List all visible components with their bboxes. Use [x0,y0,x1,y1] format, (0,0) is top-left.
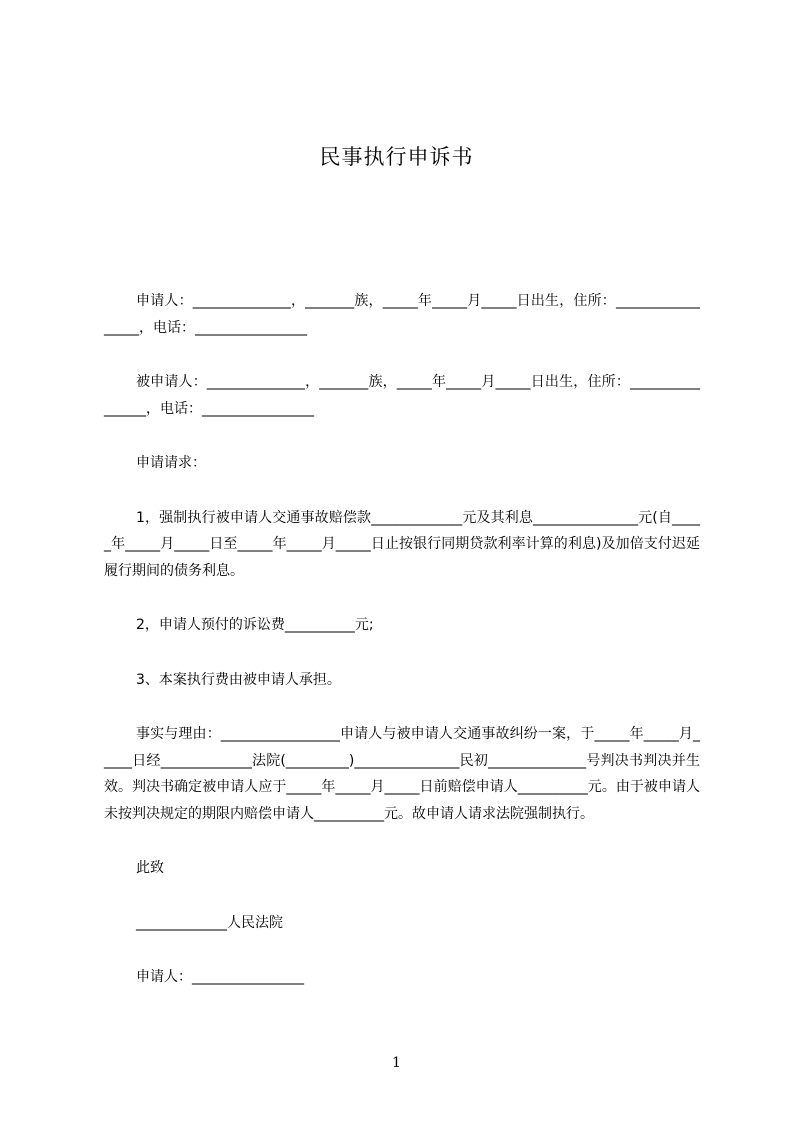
court-line: _____________人民法院 [136,914,283,931]
applicant-info: 申请人：______________，_______族，_____年_____月_____日出生，住所：_________________，电话：________________ [104,293,700,336]
request-item-1: 1，强制执行被申请人交通事故赔偿款_____________元及其利息_______________元(自_____年_____月_____日至_____年_____月_____日止按银行同期贷款利率计算的利息)及加倍支付迟延履行期间的债务利息。 [104,509,700,579]
respondent-info: 被申请人：______________，_______族，_____年_____月_____日出生，住所：________________，电话：________________ [104,374,700,417]
signature-line: 申请人：________________ [136,969,304,985]
request-item-3: 3、本案执行费由被申请人承担。 [136,671,341,688]
request-heading: 申请请求： [136,455,206,471]
facts-and-reasons: 事实与理由：_________________申请人与被申请人交通事故纠纷一案，于_____年_____月_____日经_____________法院(_________)_______________民初______________号判决书判决并生效。判决书确定被申请人应于_____年_____月_____日前赔偿申请人__________元。由于被申请人未按判决规定的期限内赔偿申请人__________元。故申请人请求法院强制执行。 [104,726,700,822]
request-item-2: 2，申请人预付的诉讼费__________元; [136,617,374,633]
salutation: 此致 [136,860,164,876]
document-title: 民事执行申诉书 [319,145,474,169]
document-body [104,288,700,991]
page-number: 1 [392,1055,401,1071]
